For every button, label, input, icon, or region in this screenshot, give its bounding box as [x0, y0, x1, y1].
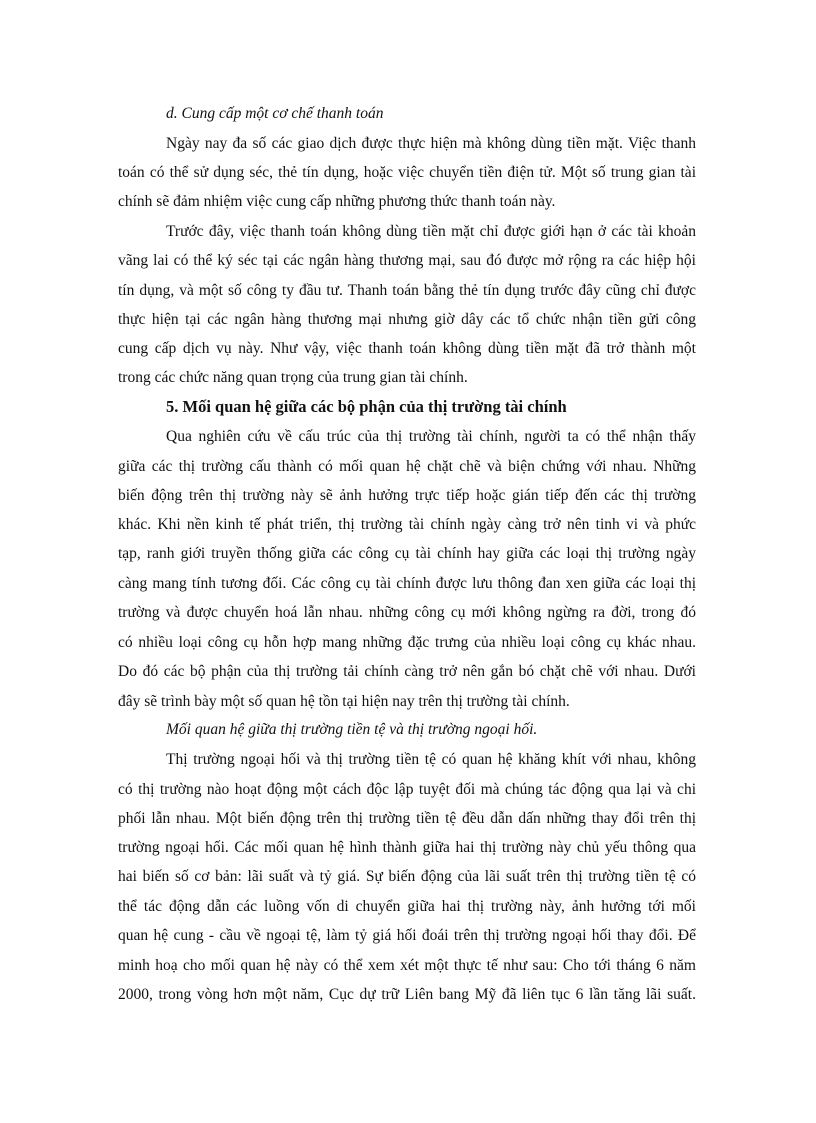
paragraph-line: Qua nghiên cứu về cấu trúc của thị trường tài chính, người ta có thể nhận thấy: [166, 428, 696, 445]
paragraph-line: trường ngoại hối. Các mối quan hệ hình thành giữa hai thị trường này chủ yếu thông qua: [118, 839, 696, 856]
paragraph-line: tín dụng, và một số công ty đầu tư. Thanh toán bằng thẻ tín dụng trước đây cũng chỉ được: [118, 282, 696, 299]
paragraph-line: phối lẫn nhau. Một biến động trên thị trường tiền tệ đều dẫn dấn những thay đổi trên thị: [118, 810, 696, 827]
section-5-heading: 5. Mối quan hệ giữa các bộ phận của thị trường tài chính: [166, 397, 567, 416]
paragraph-line: có nhiều loại công cụ hỗn hợp mang những đặc trưng của nhiều loại công cụ khác nhau.: [118, 634, 696, 651]
paragraph-line: Ngày nay đa số các giao dịch được thực hiện mà không dùng tiền mặt. Việc thanh: [166, 135, 696, 152]
paragraph-line: chính sẽ đảm nhiệm việc cung cấp những phương thức thanh toán này.: [118, 193, 556, 210]
section-d-title: d. Cung cấp một cơ chế thanh toán: [166, 105, 384, 122]
paragraph-line: Trước đây, việc thanh toán không dùng tiền mặt chỉ được giới hạn ở các tài khoản: [166, 223, 696, 240]
paragraph-line: cung cấp dịch vụ này. Như vậy, việc thanh toán không dùng tiền mặt đã trở thành một: [118, 340, 696, 357]
paragraph-line: Do đó các bộ phận của thị trường tải chính càng trở nên gắn bó chặt chẽ với nhau. Dưới: [118, 663, 696, 680]
paragraph-line: toán có thể sử dụng séc, thẻ tín dụng, hoặc việc chuyển tiền điện tử. Một số trung gian tài: [118, 164, 696, 181]
paragraph-line: đây sẽ trình bày một số quan hệ tồn tại hiện nay trên thị trường tài chính.: [118, 693, 570, 710]
paragraph-line: giữa các thị trường cấu thành có mối quan hệ chặt chẽ và biện chứng với nhau. Những: [118, 458, 696, 475]
subsection-title: Mối quan hệ giữa thị trường tiền tệ và thị trường ngoại hối.: [166, 721, 538, 738]
paragraph-line: vãng lai có thể ký séc tại các ngân hàng thương mại, sau đó được mở rộng ra các hiệp hội: [118, 252, 696, 269]
paragraph-line: hai biến số cơ bản: lãi suất và tỷ giá. Sự biến động của lãi suất trên thị trường tiền tệ có: [118, 868, 696, 885]
paragraph-line: biến động trên thị trường này sẽ ảnh hưởng trực tiếp hoặc gián tiếp đến các thị trường: [118, 487, 696, 504]
paragraph-line: quan hệ cung - cầu về ngoại tệ, làm tỷ giá hối đoái trên thị trường ngoại hối thay đổi. Để: [118, 927, 696, 944]
paragraph-line: càng mang tính tương đối. Các công cụ tài chính được lưu thông đan xen giữa các loại thị: [118, 575, 696, 592]
paragraph-line: có thị trường nào hoạt động một cách độc lập tuyệt đối mà chúng tác động qua lại và chi: [118, 781, 696, 798]
paragraph-line: trường và được chuyển hoá lẫn nhau. những công cụ mới không ngừng ra đời, trong đó: [118, 604, 696, 621]
paragraph-line: minh hoạ cho mối quan hệ này có thể xem xét một thực tế như sau: Cho tới tháng 6 năm: [118, 957, 696, 974]
paragraph-line: trong các chức năng quan trọng của trung gian tài chính.: [118, 369, 468, 386]
paragraph-line: khác. Khi nền kinh tế phát triển, thị trường tài chính ngày càng trở nên tinh vi và phức: [118, 516, 696, 533]
paragraph-line: thực hiện tại các ngân hàng thương mại nhưng giờ dây các tổ chức nhận tiền gửi công: [118, 311, 696, 328]
paragraph-line: thể tác động dẫn các luồng vốn di chuyển giữa hai thị trường này, ảnh hưởng tới mối: [118, 898, 696, 915]
paragraph-line: Thị trường ngoại hối và thị trường tiền tệ có quan hệ khăng khít với nhau, không: [166, 751, 696, 768]
paragraph-line: tạp, ranh giới truyền thống giữa các công cụ tài chính hay giữa các loại thị trường ngày: [118, 545, 696, 562]
paragraph-line: 2000, trong vòng hơn một năm, Cục dự trữ Liên bang Mỹ đã liên tục 6 lần tăng lãi suất.: [118, 986, 696, 1003]
